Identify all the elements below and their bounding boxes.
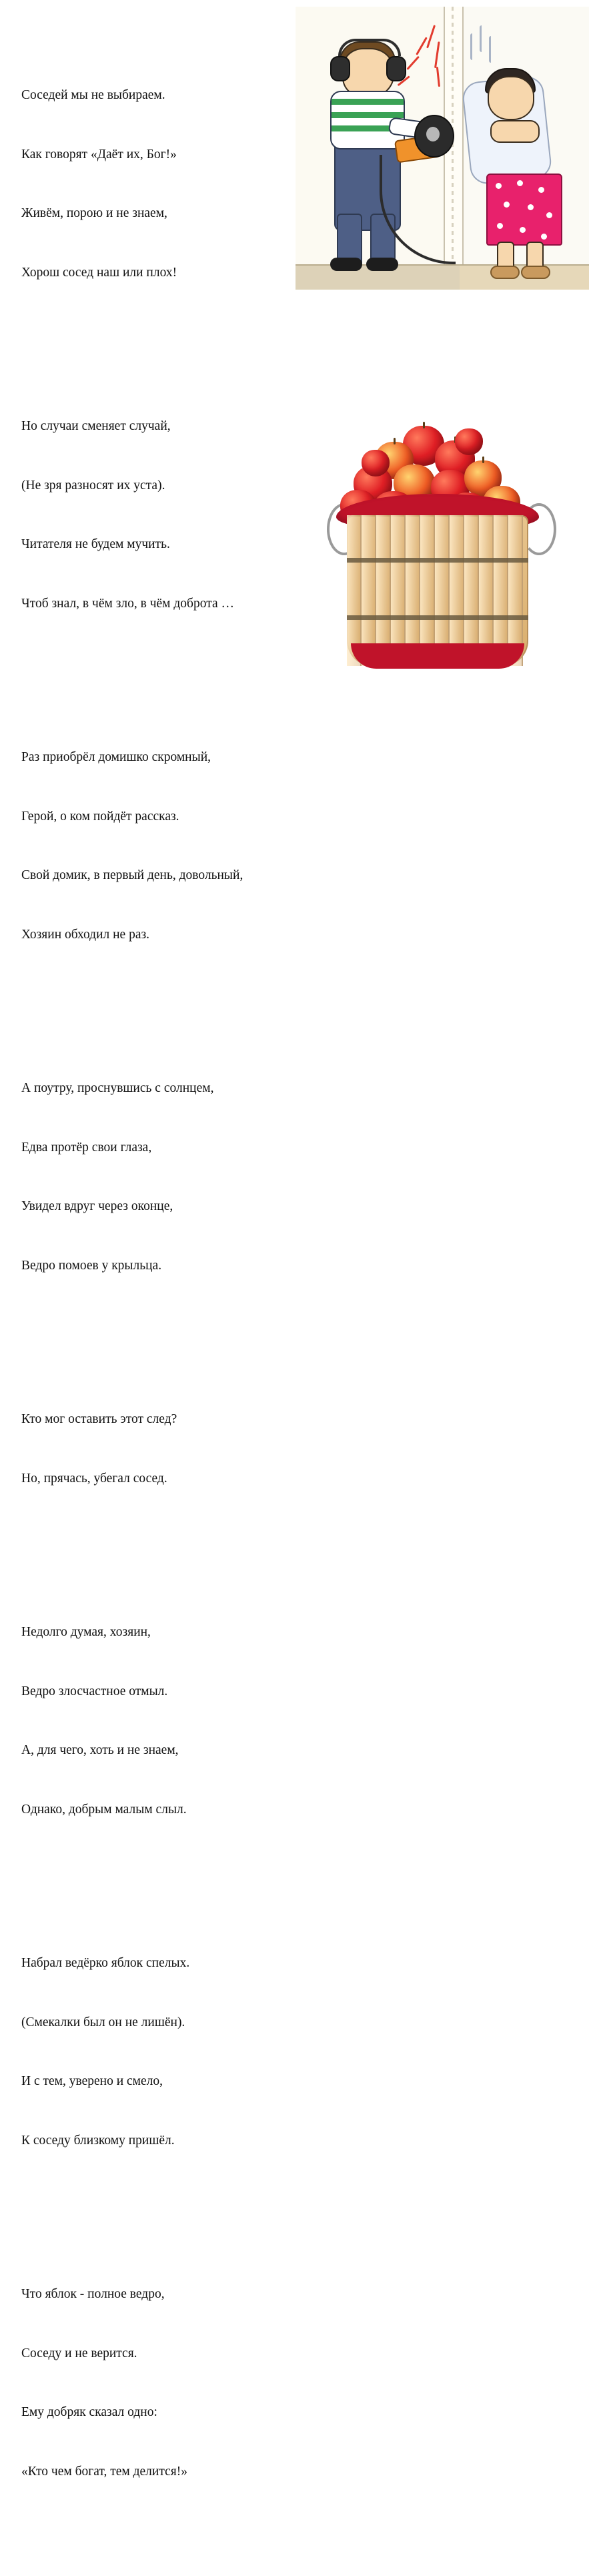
drill-disc-center [426,127,440,141]
vibration-line-icon [489,36,493,63]
poem-line: Что яблок - полное ведро, [21,2287,165,2301]
apple [362,450,390,476]
poem-line: Ведро помоев у крыльца. [21,1258,162,1273]
poem-stanza [21,1914,288,2190]
poem-line: Однако, добрым малым слыл. [21,1802,187,1817]
ear-muff-right-icon [386,56,406,81]
poem-line: Соседу и не верится. [21,2346,137,2360]
slipper-left-icon [490,266,520,279]
poem-line: Но, прячась, убегал сосед. [21,1471,167,1486]
poem-line: Живём, порою и не знаем, [21,206,167,220]
poem-line: Увидел вдруг через оконце, [21,1199,173,1213]
poem-line: Читателя не будем мучить. [21,537,170,551]
neighbor-skirt [486,174,562,246]
poem-stanza [21,2245,288,2521]
ear-muff-left-icon [330,56,350,81]
poem-text [21,7,288,2576]
poem-line: К соседу близкому пришёл. [21,2133,175,2148]
neighbor-arm [490,120,540,143]
poem-line: (Не зря разносят их уста). [21,478,165,493]
neighbors-cartoon-illustration [296,7,589,290]
poem-stanza [21,708,288,984]
poem-line: Набрал ведёрко яблок спелых. [21,1956,190,1970]
poem-line: Чтоб знал, в чём зло, в чём доброта … [21,596,235,611]
poem-line: Соседей мы не выбираем. [21,88,165,102]
poem-stanza [21,377,288,653]
poem-line: А поутру, проснувшись с солнцем, [21,1081,214,1095]
neighbor-head [488,76,534,120]
vibration-line-icon [480,25,484,52]
poem-stanza [21,1039,288,1315]
poem-line: Свой домик, в первый день, довольный, [21,868,243,882]
poem-stanza [21,1370,288,1528]
poem-line: Недолго думая, хозяин, [21,1625,151,1639]
worker-shoe-left [330,258,362,271]
worker-shoe-right [366,258,398,271]
poem-line: А, для чего, хоть и не знаем, [21,1743,179,1757]
poem-line: Едва протёр свои глаза, [21,1140,152,1155]
slipper-right-icon [521,266,550,279]
poem-line: Как говорят «Даёт их, Бог!» [21,147,177,162]
basket-of-apples-illustration [324,408,551,675]
poem-line: И с тем, уверено и смело, [21,2074,163,2088]
poem-line: Кто мог оставить этот след? [21,1412,177,1426]
poem-line: «Кто чем богат, тем делится!» [21,2464,187,2479]
poem-line: Хозяин обходил не раз. [21,927,150,942]
poem-line: Раз приобрёл домишко скромный, [21,750,211,764]
poem-line: Ему добряк сказал одно: [21,2405,157,2419]
poem-stanza [21,1583,288,1859]
poem-line: (Смекалки был он не лишён). [21,2015,185,2029]
poem-line: Хорош сосед наш или плох! [21,265,177,280]
poem-stanza [21,46,288,322]
poem-line: Герой, о ком пойдёт рассказ. [21,809,179,824]
basket-base-band [351,643,524,669]
apple [455,428,483,455]
vibration-line-icon [470,33,474,60]
poem-line: Но случаи сменяет случай, [21,419,171,433]
poem-line: Ведро злосчастное отмыл. [21,1684,168,1698]
